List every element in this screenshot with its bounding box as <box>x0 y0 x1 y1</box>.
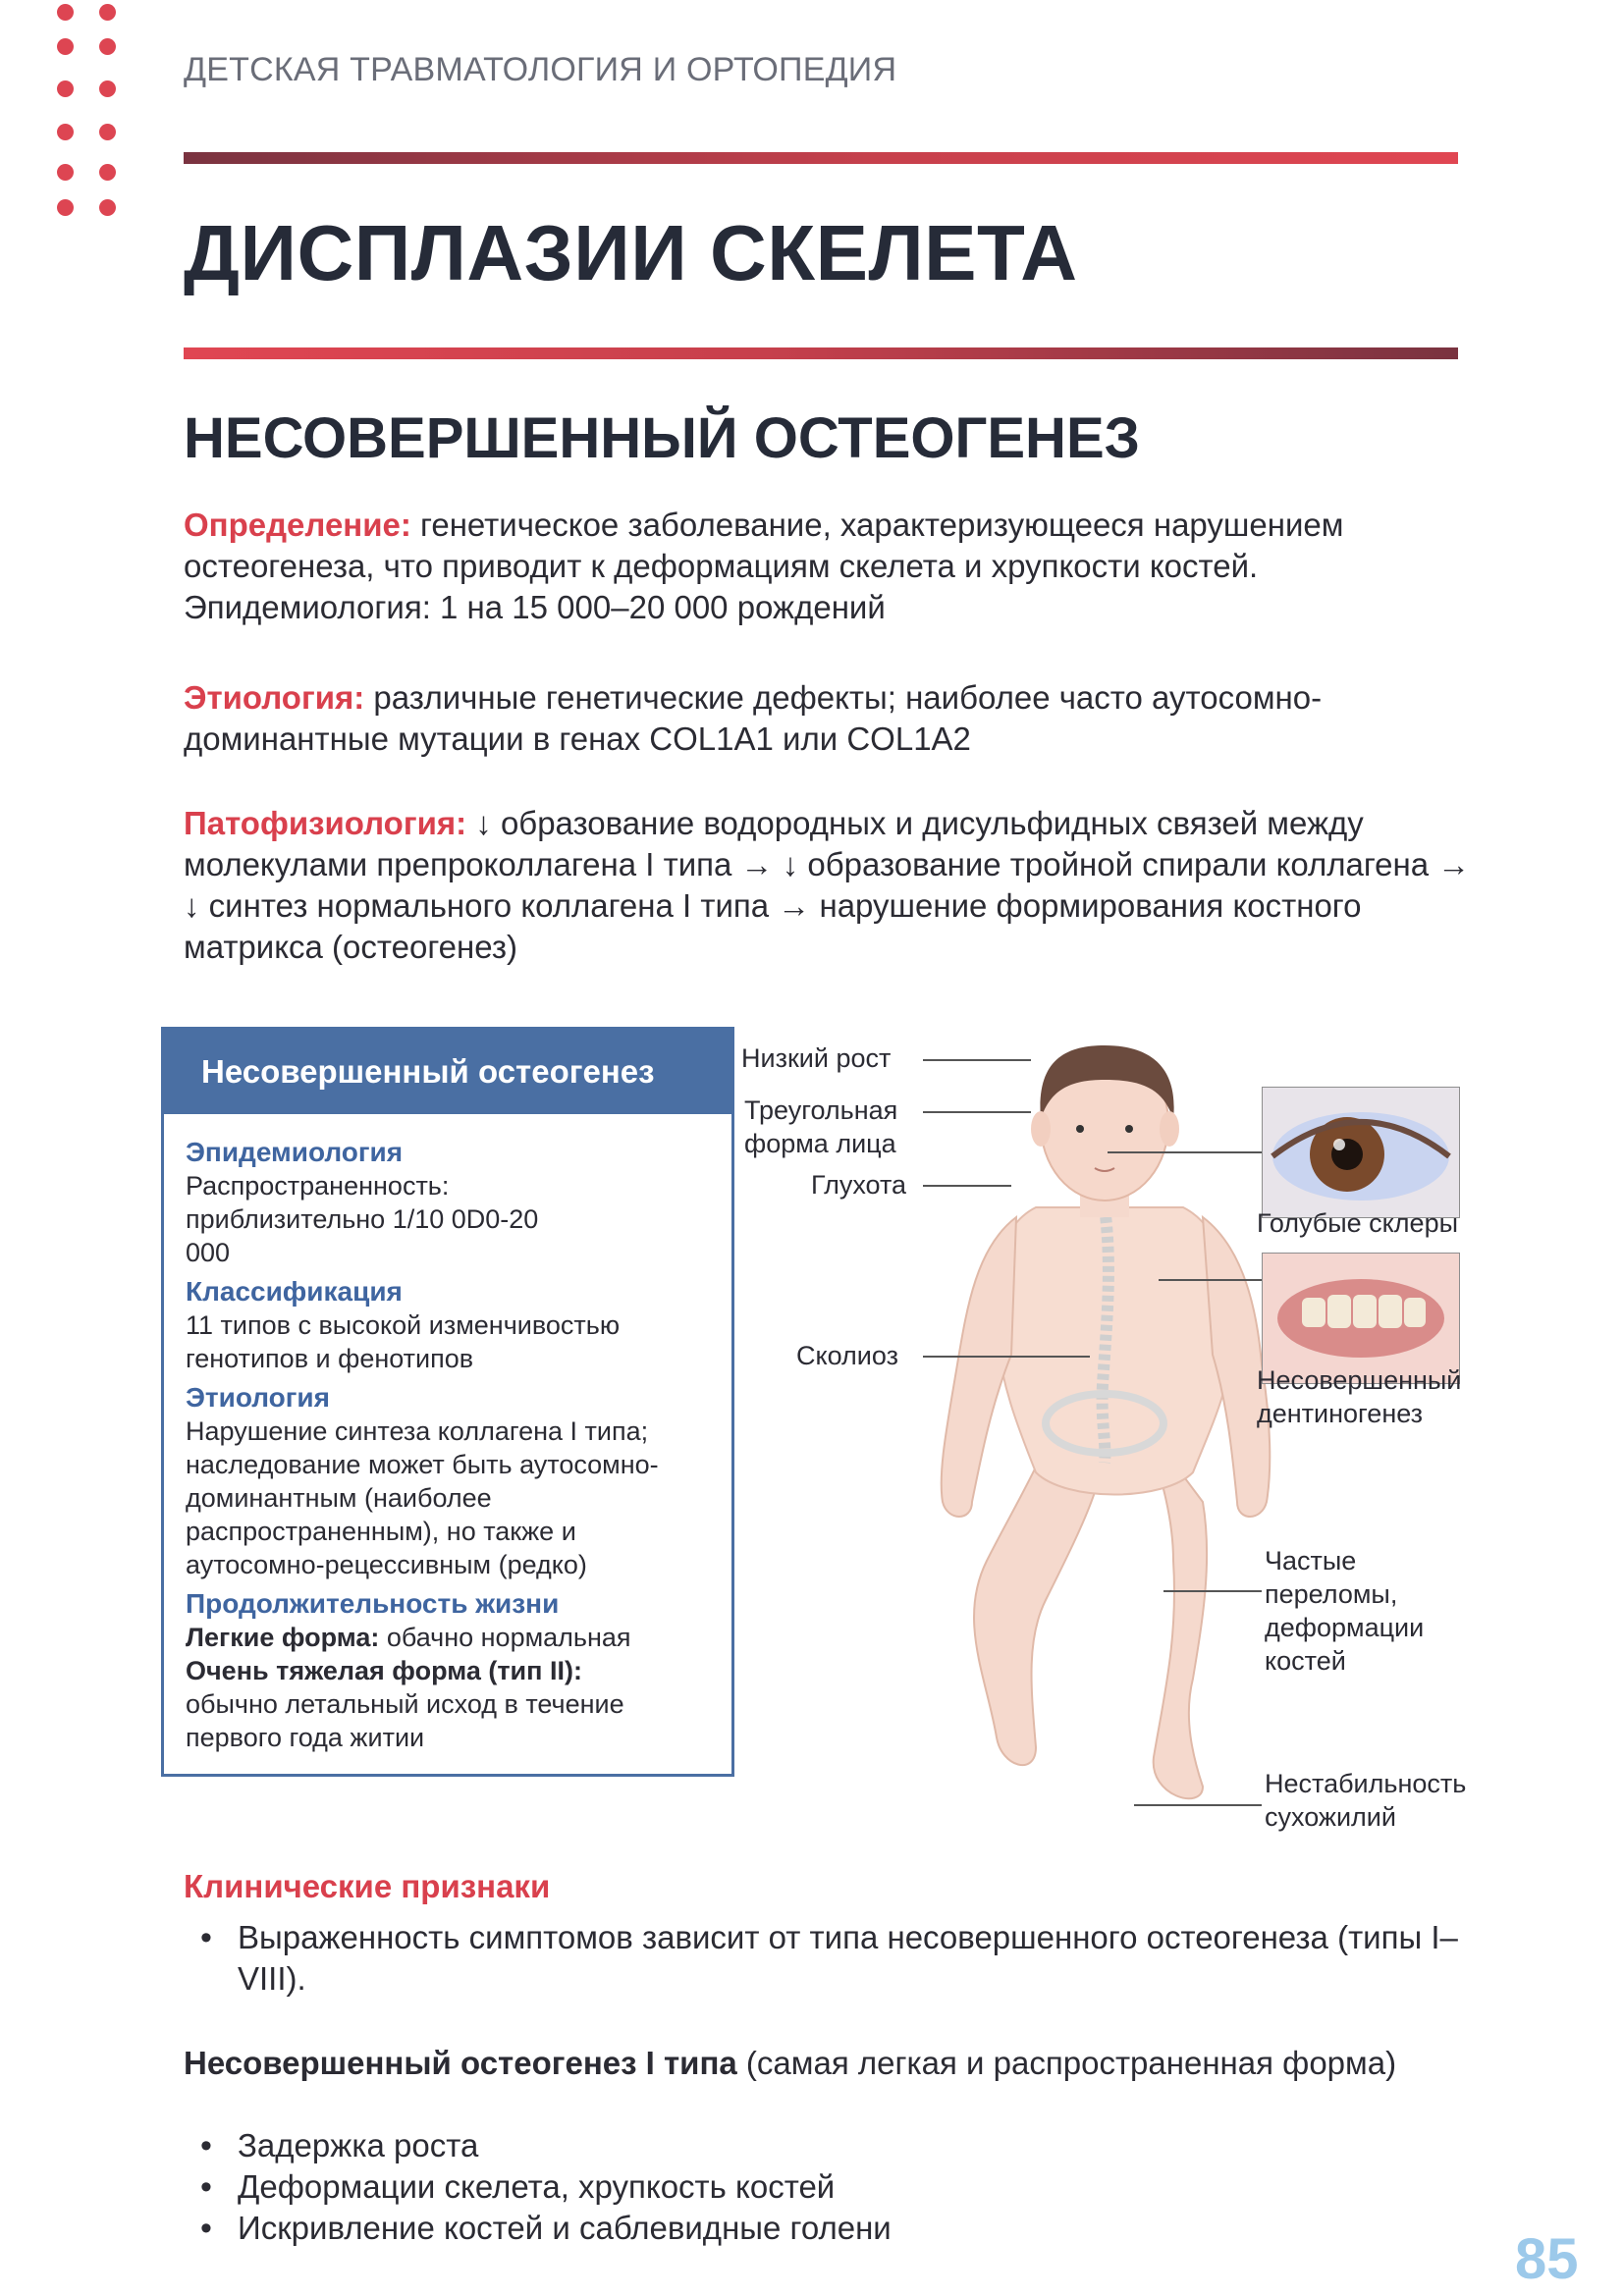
label-dentinogenesis: Несовершенный дентиногенез <box>1257 1365 1462 1428</box>
list-item <box>196 1917 1473 2000</box>
label-deafness: Глухота <box>811 1170 907 1200</box>
info-etiology-heading: Этиология <box>186 1382 330 1413</box>
pathophysiology-label: Патофизиология: <box>184 805 467 841</box>
divider-top <box>184 152 1458 164</box>
pathophysiology-text: ↓ образование водородных и дисульфидных связей между молекулами препроколлагена I типа → ↓ образование тройной спирали коллагена → ↓ синтез нормального коллагена I типа → нарушение формирования костного матрикса (остеогенез) <box>184 805 1471 965</box>
leader-dentinogenesis <box>1159 1279 1262 1281</box>
list-item: • Деформации скелета, хрупкость костей <box>196 2166 1473 2208</box>
definition-paragraph <box>184 505 1480 628</box>
label-short-stature: Низкий рост <box>741 1043 892 1073</box>
label-ligament-laxity: Нестабильность сухожилий <box>1265 1769 1467 1832</box>
label-scoliosis: Сколиоз <box>796 1341 898 1370</box>
info-epidemiology-text: Распространенность: приблизительно 1/10 0D0-20 000 <box>186 1171 539 1267</box>
etiology-text: различные генетические дефекты; наиболее часто аутосомно-доминантные мутации в генах COL1A1 или COL1A2 <box>184 679 1323 757</box>
leader-ligament-laxity <box>1134 1804 1262 1806</box>
section-subtitle: НЕСОВЕРШЕННЫЙ ОСТЕОГЕНЕЗ <box>184 406 1140 470</box>
info-mild-text: обачно нормальная <box>379 1623 631 1652</box>
info-lifespan-heading: Продолжительность жизни <box>186 1588 560 1619</box>
label-triangular-face: Треугольная форма лица <box>744 1095 898 1158</box>
clinical-bullet-1: Выраженность симптомов зависит от типа несовершенного остеогенеза (типы I–VIII). <box>238 1919 1458 1997</box>
info-severe-text: обычно летальный исход в течение первого года житии <box>186 1689 624 1752</box>
list-item: • Искривление костей и саблевидные голени <box>196 2208 1473 2249</box>
leader-deafness <box>923 1185 1011 1187</box>
clinical-heading: Клинические признаки <box>184 1868 551 1904</box>
leader-triangular-face <box>923 1111 1031 1113</box>
type1-paragraph <box>184 2043 1480 2084</box>
leader-blue-sclera <box>1108 1151 1262 1153</box>
clinical-bullet-list <box>196 1917 1473 2000</box>
info-classification-text: 11 типов с высокой изменчивостью генотипов и фенотипов <box>186 1310 621 1373</box>
definition-text: генетическое заболевание, характеризующееся нарушением остеогенеза, что приводит к деформациям скелета и хрупкости костей. Эпидемиология: 1 на 15 000–20 000 рождений <box>184 507 1344 625</box>
leader-scoliosis <box>923 1356 1090 1358</box>
label-blue-sclera: Голубые склеры <box>1257 1208 1458 1238</box>
info-etiology-text: Нарушение синтеза коллагена I типа; наследование может быть аутосомно-доминантным (наиболее распространенным), но также и аутосомно-рецессивным (редко) <box>186 1416 659 1579</box>
type1-text: (самая легкая и распространенная форма) <box>736 2045 1397 2081</box>
blue-sclera-photo <box>1262 1087 1460 1218</box>
info-box-title: Несовершенный остеогенез <box>164 1030 731 1114</box>
page-number: 85 <box>1515 2227 1579 2291</box>
etiology-paragraph <box>184 677 1480 760</box>
decorative-dots <box>57 0 126 226</box>
type1-list <box>196 2125 1473 2249</box>
eye-icon <box>1263 1088 1459 1217</box>
info-epidemiology-heading: Эпидемиология <box>186 1137 404 1167</box>
info-box <box>161 1027 734 1777</box>
info-mild-label: Легкие форма: <box>186 1623 380 1652</box>
leader-short-stature <box>923 1059 1031 1061</box>
info-classification-heading: Классификация <box>186 1276 403 1307</box>
definition-label: Определение: <box>184 507 411 543</box>
label-fractures: Частые переломы, деформации костей <box>1265 1546 1425 1676</box>
divider-bottom <box>184 347 1458 359</box>
type1-label: Несовершенный остеогенез I типа <box>184 2045 737 2081</box>
list-item: • Задержка роста <box>196 2125 1473 2166</box>
info-mild-row <box>186 1621 731 1654</box>
etiology-label: Этиология: <box>184 679 365 716</box>
pathophysiology-paragraph <box>184 803 1480 968</box>
section-header: ДЕТСКАЯ ТРАВМАТОЛОГИЯ И ОРТОПЕДИЯ <box>184 51 897 88</box>
leader-fractures <box>1163 1590 1262 1592</box>
page-title: ДИСПЛАЗИИ СКЕЛЕТА <box>184 209 1078 296</box>
info-severe-label: Очень тяжелая форма (тип II): <box>186 1656 582 1685</box>
